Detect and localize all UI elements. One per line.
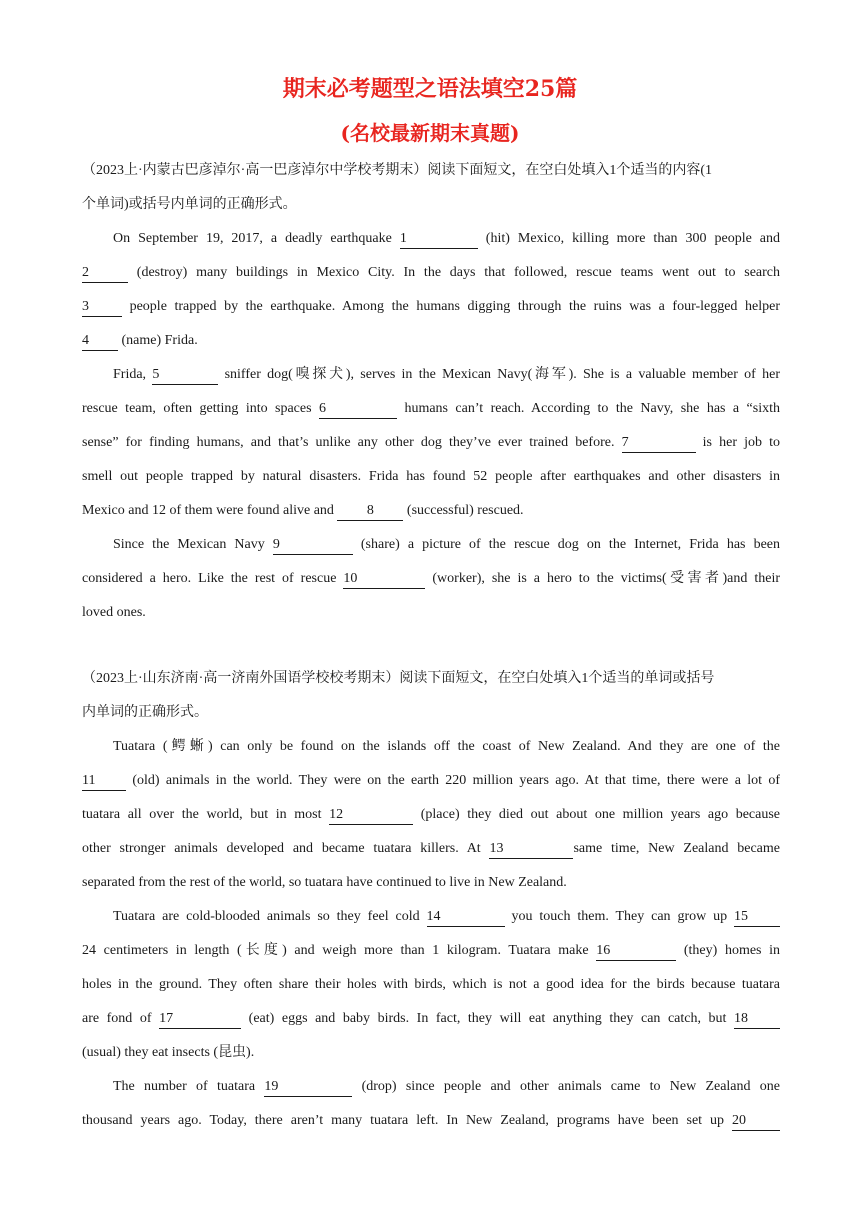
text-line	[82, 494, 780, 528]
text-span: are fond of	[82, 1011, 152, 1026]
blank-14[interactable]: 14	[427, 909, 505, 927]
text-line	[82, 1104, 780, 1138]
blank-9[interactable]: 9	[273, 537, 353, 555]
text-span: (old) animals in the world. They were on the earth 220 million years ago. At that time, there were a lot of	[132, 773, 780, 788]
page-title: 期末必考题型之语法填空25篇	[282, 76, 578, 102]
text-span: (eat) eggs and baby birds. In fact, they will eat anything they can catch, but	[248, 1011, 727, 1026]
text-line	[82, 562, 780, 596]
text-span: Mexico and 12 of them were found alive and	[82, 503, 334, 518]
blank-3[interactable]: 3	[82, 299, 122, 317]
text-span: tuatara all over the world, but in most	[82, 807, 322, 822]
text-span: is her job to	[702, 435, 780, 450]
text-line: holes in the ground. They often share their holes with birds, which is not a good idea for the birds because tuatara	[82, 977, 780, 992]
passage2-body	[82, 730, 780, 1138]
source-line: 个单词)或括号内单词的正确形式。	[82, 197, 297, 212]
blank-1[interactable]: 1	[400, 231, 478, 249]
text-span: The number of tuatara	[113, 1079, 256, 1094]
text-span: other stronger animals developed and became tuatara killers. At	[82, 841, 481, 856]
text-span: (name) Frida.	[121, 333, 198, 348]
text-span: same time, New Zealand became	[573, 841, 780, 856]
text-span: humans can’t reach. According to the Navy, she has a “sixth	[404, 401, 780, 416]
text-span: people trapped by the earthquake. Among the humans digging through the ruins was a four-legged helper	[129, 299, 780, 314]
page-subtitle: (名校最新期末真题)	[340, 121, 520, 145]
text-line	[82, 528, 780, 562]
text-span: On September 19, 2017, a deadly earthquake	[113, 231, 392, 246]
text-span: Frida,	[113, 367, 147, 382]
blank-19[interactable]: 19	[264, 1079, 352, 1097]
text-line: loved ones.	[82, 605, 146, 620]
text-line	[82, 222, 780, 256]
text-line	[82, 1002, 780, 1036]
text-line	[82, 324, 780, 358]
source-line: （2023上·内蒙古巴彦淖尔·高一巴彦淖尔中学校考期末）阅读下面短文，在空白处填入1个适当的内容(1	[82, 163, 712, 178]
blank-11[interactable]: 11	[82, 773, 126, 791]
blank-20[interactable]: 20	[732, 1113, 780, 1131]
text-span: thousand years ago. Today, there aren’t many tuatara left. In New Zealand, programs have been set up	[82, 1113, 725, 1128]
text-line	[82, 256, 780, 290]
blank-15[interactable]: 15	[734, 909, 780, 927]
text-line: smell out people trapped by natural disasters. Frida has found 52 people after earthquakes and other disasters in	[82, 469, 780, 484]
text-line	[82, 392, 780, 426]
text-span: (hit) Mexico, killing more than 300 people and	[485, 231, 780, 246]
blank-4[interactable]: 4	[82, 333, 118, 351]
text-line	[82, 764, 780, 798]
source-line: 内单词的正确形式。	[82, 705, 208, 720]
text-span: (they) homes in	[683, 943, 780, 958]
text-line	[82, 358, 780, 392]
text-line	[82, 900, 780, 934]
blank-10[interactable]: 10	[343, 571, 425, 589]
blank-2[interactable]: 2	[82, 265, 128, 283]
blank-17[interactable]: 17	[159, 1011, 241, 1029]
blank-16[interactable]: 16	[596, 943, 676, 961]
text-span: considered a hero. Like the rest of rescue	[82, 571, 337, 586]
source-line: （2023上·山东济南·高一济南外国语学校校考期末）阅读下面短文，在空白处填入1个适当的单词或括号	[82, 671, 715, 686]
text-span: rescue team, often getting into spaces	[82, 401, 312, 416]
text-line: (usual) they eat insects (昆虫).	[82, 1045, 255, 1060]
blank-5[interactable]: 5	[152, 367, 218, 385]
text-span: you touch them. They can grow up	[511, 909, 728, 924]
text-span: (destroy) many buildings in Mexico City. In the days that followed, rescue teams went out to search	[136, 265, 780, 280]
text-line	[82, 798, 780, 832]
passage1-body	[82, 222, 780, 630]
blank-13[interactable]: 13	[489, 841, 573, 859]
text-span: (successful) rescued.	[406, 503, 524, 518]
text-line	[82, 426, 780, 460]
text-line: Tuatara (鳄蜥) can only be found on the islands off the coast of New Zealand. And they are one of the	[113, 739, 780, 754]
text-span: (drop) since people and other animals came to New Zealand one	[361, 1079, 780, 1094]
blank-6[interactable]: 6	[319, 401, 397, 419]
passage2-source	[82, 662, 780, 730]
text-line: separated from the rest of the world, so tuatara have continued to live in New Zealand.	[82, 875, 567, 890]
text-line	[82, 1070, 780, 1104]
text-span: (share) a picture of the rescue dog on the Internet, Frida has been	[360, 537, 780, 552]
passage1-source	[82, 154, 780, 222]
blank-12[interactable]: 12	[329, 807, 413, 825]
text-span: (worker), she is a hero to the victims(受害者)and their	[432, 571, 780, 586]
text-span: 24 centimeters in length (长度) and weigh more than 1 kilogram. Tuatara make	[82, 943, 589, 958]
text-span: sense” for finding humans, and that’s unlike any other dog they’ve ever trained before.	[82, 435, 615, 450]
blank-18[interactable]: 18	[734, 1011, 780, 1029]
text-span: Tuatara are cold-blooded animals so they feel cold	[113, 909, 420, 924]
text-line	[82, 832, 780, 866]
blank-8[interactable]: 8	[337, 503, 403, 521]
text-line	[82, 934, 780, 968]
blank-7[interactable]: 7	[622, 435, 696, 453]
text-line	[82, 290, 780, 324]
text-span: Since the Mexican Navy	[113, 537, 265, 552]
text-span: (place) they died out about one million years ago because	[420, 807, 780, 822]
text-span: sniffer dog(嗅探犬), serves in the Mexican Navy(海军). She is a valuable member of her	[224, 367, 780, 382]
